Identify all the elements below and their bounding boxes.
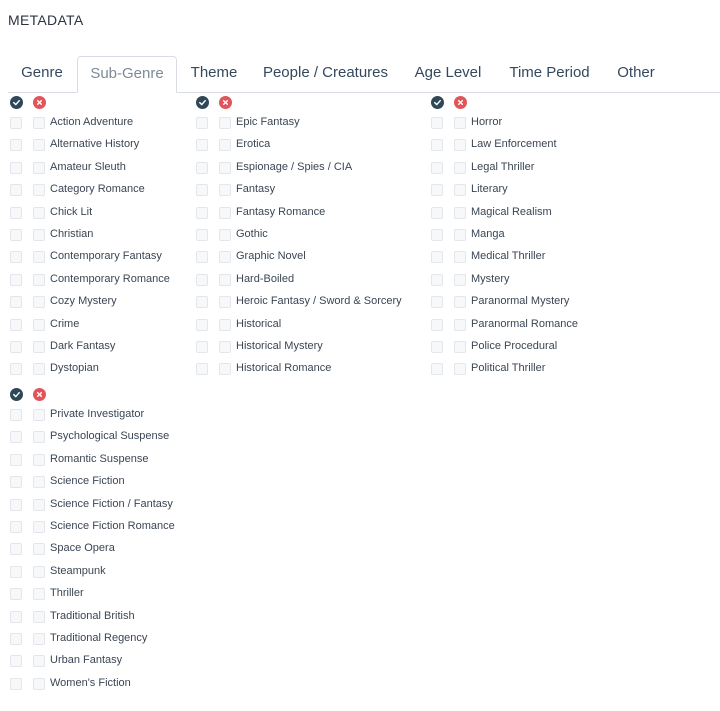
exclude-checkbox[interactable] [454, 341, 466, 353]
subgenre-label: Magical Realism [471, 205, 552, 218]
column-controls [429, 96, 659, 110]
subgenre-item [429, 113, 659, 135]
subgenre-item [8, 629, 238, 651]
subgenre-label: Graphic Novel [236, 250, 306, 263]
exclude-checkbox[interactable] [33, 431, 45, 443]
exclude-checkbox[interactable] [33, 611, 45, 623]
subgenre-label: Psychological Suspense [50, 430, 170, 443]
exclude-checkbox[interactable] [33, 521, 45, 533]
subgenre-label: Traditional Regency [50, 631, 148, 644]
subgenre-item [8, 539, 238, 561]
tab-other[interactable]: Other [617, 64, 655, 81]
include-checkbox[interactable] [196, 296, 208, 308]
exclude-checkbox[interactable] [33, 296, 45, 308]
exclude-checkbox[interactable] [33, 139, 45, 151]
subgenre-label: Amateur Sleuth [50, 160, 126, 173]
exclude-checkbox[interactable] [219, 341, 231, 353]
subgenre-label: Heroic Fantasy / Sword & Sorcery [236, 295, 402, 308]
check-circle-icon[interactable] [196, 96, 209, 109]
include-checkbox[interactable] [196, 274, 208, 286]
exclude-checkbox[interactable] [33, 633, 45, 645]
subgenre-label: Crime [50, 317, 80, 330]
include-checkbox[interactable] [10, 521, 22, 533]
subgenre-label: Historical Mystery [236, 339, 323, 352]
subgenre-label: Space Opera [50, 542, 115, 555]
subgenre-item [194, 337, 424, 359]
exclude-checkbox[interactable] [33, 274, 45, 286]
subgenre-label: Fantasy [236, 183, 276, 196]
exclude-checkbox[interactable] [33, 229, 45, 241]
exclude-checkbox[interactable] [33, 162, 45, 174]
subgenre-item [8, 517, 238, 539]
include-checkbox[interactable] [10, 184, 22, 196]
subgenre-label: Alternative History [50, 138, 140, 151]
subgenre-label: Literary [471, 183, 508, 196]
subgenre-label: Gothic [236, 227, 268, 240]
subgenre-item [8, 427, 238, 449]
subgenre-label: Erotica [236, 138, 271, 151]
include-checkbox[interactable] [431, 162, 443, 174]
include-checkbox[interactable] [10, 454, 22, 466]
exclude-checkbox[interactable] [219, 184, 231, 196]
include-checkbox[interactable] [10, 678, 22, 690]
exclude-checkbox[interactable] [219, 139, 231, 151]
tab-time-period[interactable]: Time Period [509, 64, 590, 81]
exclude-checkbox[interactable] [454, 162, 466, 174]
exclude-checkbox[interactable] [33, 588, 45, 600]
exclude-checkbox[interactable] [33, 476, 45, 488]
subgenre-label: Paranormal Romance [471, 317, 578, 330]
subgenre-label: Traditional British [50, 609, 135, 622]
exclude-checkbox[interactable] [219, 117, 231, 129]
subgenre-column [429, 96, 659, 382]
exclude-checkbox[interactable] [454, 363, 466, 375]
exclude-checkbox[interactable] [454, 319, 466, 331]
subgenre-item [8, 607, 238, 629]
subgenre-label: Thriller [50, 587, 84, 600]
subgenre-item [8, 405, 238, 427]
include-checkbox[interactable] [431, 207, 443, 219]
include-checkbox[interactable] [10, 296, 22, 308]
include-checkbox[interactable] [196, 117, 208, 129]
subgenre-item [429, 315, 659, 337]
subgenre-item [429, 203, 659, 225]
exclude-checkbox[interactable] [33, 207, 45, 219]
subgenre-item [8, 450, 238, 472]
subgenre-item [8, 651, 238, 673]
subgenre-item [8, 472, 238, 494]
subgenre-label: Police Procedural [471, 339, 558, 352]
include-checkbox[interactable] [10, 274, 22, 286]
include-checkbox[interactable] [10, 633, 22, 645]
subgenre-label: Women's Fiction [50, 676, 131, 689]
exclude-checkbox[interactable] [33, 184, 45, 196]
exclude-checkbox[interactable] [219, 229, 231, 241]
subgenre-label: Historical Romance [236, 362, 332, 375]
column-controls [194, 96, 424, 110]
exclude-checkbox[interactable] [219, 207, 231, 219]
subgenre-item [8, 562, 238, 584]
include-checkbox[interactable] [196, 139, 208, 151]
subgenre-label: Espionage / Spies / CIA [236, 160, 353, 173]
include-checkbox[interactable] [196, 341, 208, 353]
subgenre-item [194, 315, 424, 337]
subgenre-item [429, 270, 659, 292]
subgenre-label: Medical Thriller [471, 250, 546, 263]
subgenre-item [429, 337, 659, 359]
exclude-checkbox[interactable] [33, 678, 45, 690]
exclude-checkbox[interactable] [33, 655, 45, 667]
subgenre-label: Horror [471, 116, 503, 128]
subgenre-label: Dark Fantasy [50, 339, 116, 352]
exclude-checkbox[interactable] [219, 251, 231, 263]
subgenre-item [194, 113, 424, 135]
exclude-checkbox[interactable] [454, 296, 466, 308]
subgenre-label: Historical [236, 317, 282, 330]
check-circle-icon[interactable] [431, 96, 444, 109]
include-checkbox[interactable] [10, 476, 22, 488]
exclude-checkbox[interactable] [454, 117, 466, 129]
include-checkbox[interactable] [10, 566, 22, 578]
include-checkbox[interactable] [10, 611, 22, 623]
exclude-checkbox[interactable] [33, 543, 45, 555]
include-checkbox[interactable] [10, 431, 22, 443]
subgenre-label: Christian [50, 227, 94, 240]
subgenre-label: Chick Lit [50, 205, 93, 218]
subgenre-column [194, 96, 424, 382]
subgenre-label: Dystopian [50, 362, 99, 375]
subgenre-item [194, 158, 424, 180]
subgenre-label: Private Investigator [50, 408, 145, 420]
x-circle-icon[interactable] [219, 96, 232, 109]
include-checkbox[interactable] [431, 229, 443, 241]
include-checkbox[interactable] [10, 207, 22, 219]
exclude-checkbox[interactable] [33, 319, 45, 331]
subgenre-item [429, 135, 659, 157]
subgenre-label: Contemporary Fantasy [50, 250, 162, 263]
subgenre-label: Legal Thriller [471, 160, 535, 173]
subgenre-item [194, 292, 424, 314]
include-checkbox[interactable] [10, 655, 22, 667]
check-circle-icon[interactable] [10, 388, 23, 401]
exclude-checkbox[interactable] [454, 184, 466, 196]
subgenre-item [8, 584, 238, 606]
subgenre-item [194, 270, 424, 292]
include-checkbox[interactable] [431, 341, 443, 353]
subgenre-label: Law Enforcement [471, 138, 557, 151]
subgenre-label: Epic Fantasy [236, 116, 300, 128]
exclude-checkbox[interactable] [454, 274, 466, 286]
subgenre-item [194, 135, 424, 157]
subgenre-item [429, 247, 659, 269]
exclude-checkbox[interactable] [454, 229, 466, 241]
tab-bar [8, 56, 720, 93]
exclude-checkbox[interactable] [219, 274, 231, 286]
include-checkbox[interactable] [10, 319, 22, 331]
subgenre-label: Action Adventure [50, 116, 134, 128]
subgenre-item [429, 225, 659, 247]
subgenre-label: Science Fiction Romance [50, 519, 175, 532]
exclude-checkbox[interactable] [33, 363, 45, 375]
include-checkbox[interactable] [10, 499, 22, 511]
tab-people-creatures[interactable]: People / Creatures [262, 64, 389, 81]
exclude-checkbox[interactable] [33, 454, 45, 466]
include-checkbox[interactable] [431, 139, 443, 151]
exclude-checkbox[interactable] [219, 363, 231, 375]
include-checkbox[interactable] [196, 229, 208, 241]
exclude-checkbox[interactable] [33, 409, 45, 421]
subgenre-item [429, 180, 659, 202]
subgenre-label: Hard-Boiled [236, 272, 295, 285]
tab-sub-genre[interactable]: Sub-Genre [77, 56, 177, 93]
subgenre-label: Manga [471, 227, 505, 240]
include-checkbox[interactable] [431, 319, 443, 331]
exclude-checkbox[interactable] [33, 341, 45, 353]
subgenre-item [8, 495, 238, 517]
subgenre-label: Category Romance [50, 183, 145, 196]
include-checkbox[interactable] [10, 588, 22, 600]
include-checkbox[interactable] [431, 251, 443, 263]
subgenre-label: Romantic Suspense [50, 452, 149, 465]
include-checkbox[interactable] [431, 117, 443, 129]
include-checkbox[interactable] [431, 363, 443, 375]
subgenre-label: Steampunk [50, 564, 106, 577]
page-title: METADATA [8, 12, 84, 28]
exclude-checkbox[interactable] [33, 251, 45, 263]
subgenre-label: Urban Fantasy [50, 654, 123, 667]
subgenre-label: Fantasy Romance [236, 205, 326, 218]
subgenre-item [429, 359, 659, 381]
subgenre-label: Contemporary Romance [50, 272, 170, 285]
include-checkbox[interactable] [196, 162, 208, 174]
include-checkbox[interactable] [10, 543, 22, 555]
tab-age-level[interactable]: Age Level [414, 64, 482, 81]
include-checkbox[interactable] [10, 139, 22, 151]
tab-theme[interactable]: Theme [190, 64, 238, 81]
include-checkbox[interactable] [431, 184, 443, 196]
exclude-checkbox[interactable] [219, 319, 231, 331]
x-circle-icon[interactable] [454, 96, 467, 109]
exclude-checkbox[interactable] [33, 499, 45, 511]
tab-genre[interactable]: Genre [21, 64, 63, 81]
include-checkbox[interactable] [10, 341, 22, 353]
subgenre-label: Mystery [471, 272, 510, 285]
include-checkbox[interactable] [10, 409, 22, 421]
exclude-checkbox[interactable] [33, 566, 45, 578]
include-checkbox[interactable] [10, 162, 22, 174]
column-controls [8, 388, 238, 402]
include-checkbox[interactable] [10, 229, 22, 241]
include-checkbox[interactable] [196, 363, 208, 375]
include-checkbox[interactable] [10, 251, 22, 263]
subgenre-column [8, 388, 238, 696]
include-checkbox[interactable] [431, 296, 443, 308]
subgenre-item [429, 292, 659, 314]
include-checkbox[interactable] [10, 363, 22, 375]
check-circle-icon[interactable] [10, 96, 23, 109]
subgenre-item [8, 674, 238, 696]
subgenre-item [194, 359, 424, 381]
exclude-checkbox[interactable] [219, 162, 231, 174]
include-checkbox[interactable] [10, 117, 22, 129]
x-circle-icon[interactable] [33, 96, 46, 109]
include-checkbox[interactable] [431, 274, 443, 286]
exclude-checkbox[interactable] [33, 117, 45, 129]
include-checkbox[interactable] [196, 319, 208, 331]
include-checkbox[interactable] [196, 251, 208, 263]
subgenre-label: Science Fiction [50, 475, 125, 488]
include-checkbox[interactable] [196, 184, 208, 196]
exclude-checkbox[interactable] [454, 251, 466, 263]
subgenre-label: Political Thriller [471, 362, 546, 375]
x-circle-icon[interactable] [33, 388, 46, 401]
exclude-checkbox[interactable] [219, 296, 231, 308]
subgenre-label: Cozy Mystery [50, 295, 117, 308]
subgenre-label: Paranormal Mystery [471, 295, 570, 308]
subgenre-label: Science Fiction / Fantasy [50, 497, 173, 510]
subgenre-item [194, 225, 424, 247]
subgenre-item [194, 203, 424, 225]
include-checkbox[interactable] [196, 207, 208, 219]
subgenre-item [194, 180, 424, 202]
subgenre-item [429, 158, 659, 180]
exclude-checkbox[interactable] [454, 139, 466, 151]
exclude-checkbox[interactable] [454, 207, 466, 219]
subgenre-item [194, 247, 424, 269]
